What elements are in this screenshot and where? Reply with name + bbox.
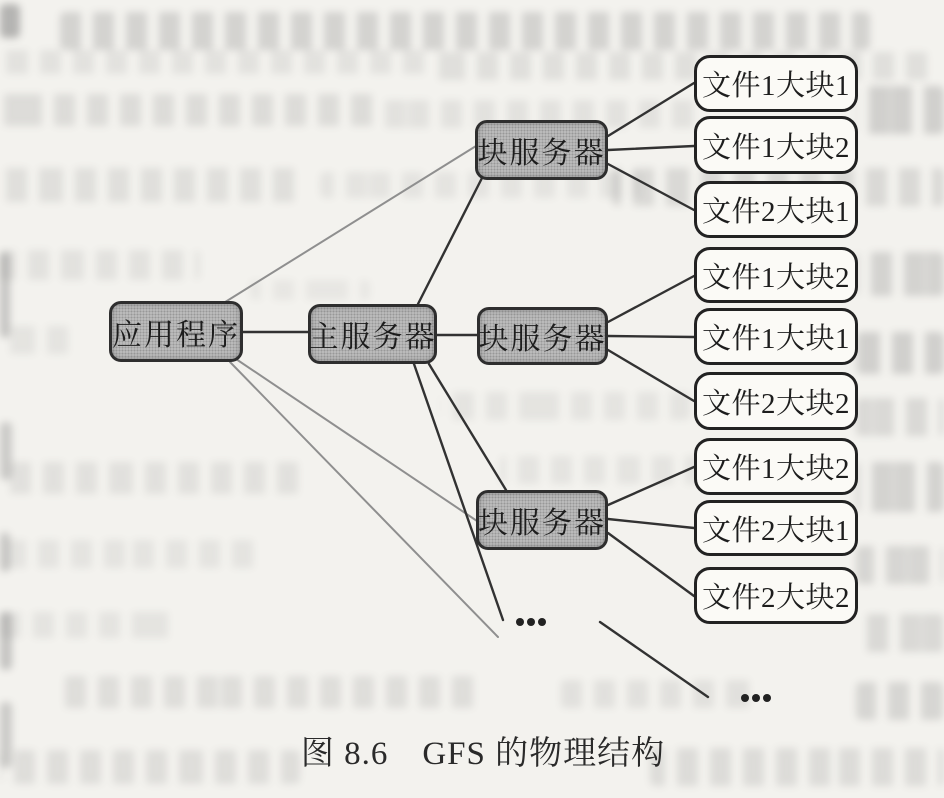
edge-application-to-chunk-server-1 xyxy=(222,146,476,304)
dot-icon xyxy=(516,618,524,626)
node-file1-chunk2-b: 文件1大块2 xyxy=(694,247,858,303)
edge-more-chunk-servers-to-more-file-chunks xyxy=(600,622,708,697)
edge-chunk-server-1-to-file1-chunk2-a xyxy=(608,146,694,150)
node-file2-chunk2-b: 文件2大块2 xyxy=(694,372,858,430)
edge-application-to-more-chunk-servers xyxy=(230,362,498,637)
edge-chunk-server-3-to-file2-chunk2-c xyxy=(608,533,694,596)
figure-caption: 图 8.6 GFS 的物理结构 xyxy=(300,736,666,772)
dot-icon xyxy=(763,694,771,702)
edge-chunk-server-2-to-file2-chunk2-b xyxy=(608,350,694,401)
edge-chunk-server-1-to-file2-chunk1-a xyxy=(608,164,694,210)
node-chunk-server-2: 块服务器 xyxy=(477,307,608,365)
node-file2-chunk2-c: 文件2大块2 xyxy=(694,567,858,624)
node-file1-chunk1-b: 文件1大块1 xyxy=(694,308,858,365)
ellipsis-more-file-chunks xyxy=(741,694,771,702)
node-file1-chunk2-c: 文件1大块2 xyxy=(694,438,858,495)
edge-chunk-server-2-to-file1-chunk1-b xyxy=(608,336,694,337)
node-file2-chunk1-a: 文件2大块1 xyxy=(694,181,858,238)
node-chunk-server-3: 块服务器 xyxy=(476,490,608,550)
node-file2-chunk1-c: 文件2大块1 xyxy=(694,500,858,556)
edge-chunk-server-2-to-file1-chunk2-b xyxy=(608,276,694,322)
edge-chunk-server-3-to-file2-chunk1-c xyxy=(608,519,694,528)
dot-icon xyxy=(752,694,760,702)
node-file1-chunk2-a: 文件1大块2 xyxy=(694,116,858,174)
edge-chunk-server-3-to-file1-chunk2-c xyxy=(608,467,694,505)
node-chunk-server-1: 块服务器 xyxy=(475,120,608,180)
dot-icon xyxy=(527,618,535,626)
edge-master-server-to-chunk-server-3 xyxy=(429,364,506,490)
node-application: 应用程序 xyxy=(109,301,243,362)
edge-chunk-server-1-to-file1-chunk1-a xyxy=(608,83,694,136)
dot-icon xyxy=(741,694,749,702)
dot-icon xyxy=(538,618,546,626)
ellipsis-more-chunk-servers xyxy=(516,618,546,626)
node-master-server: 主服务器 xyxy=(308,304,437,364)
node-file1-chunk1-a: 文件1大块1 xyxy=(694,55,858,112)
edge-master-server-to-chunk-server-1 xyxy=(418,178,482,304)
